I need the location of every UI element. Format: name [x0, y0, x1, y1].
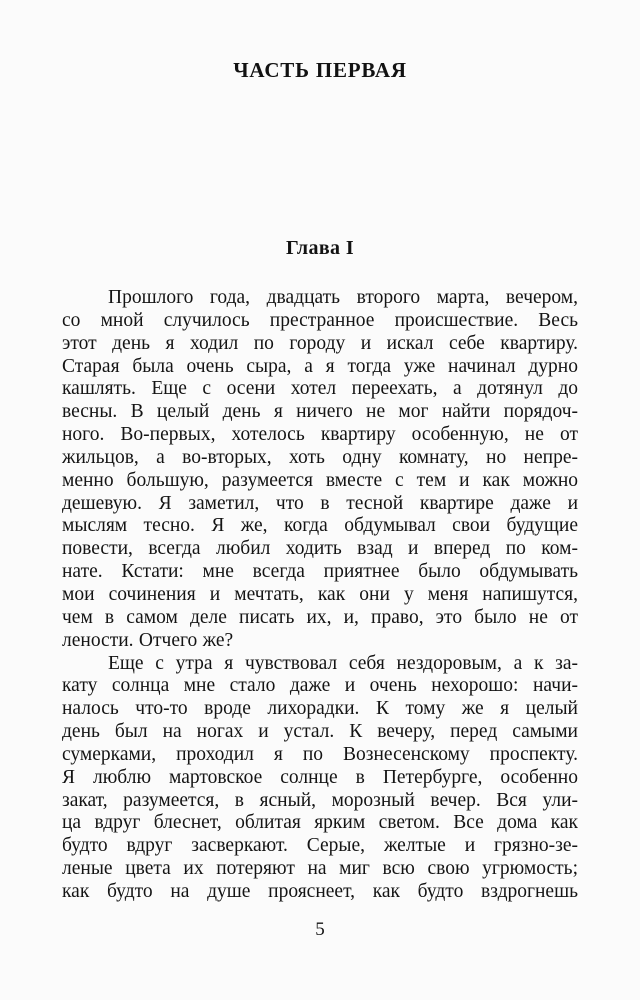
text-line: закат, разумеется, в ясный, морозный вечер. Вся ули-	[62, 789, 578, 811]
chapter-title: Глава I	[285, 237, 355, 259]
text-line: налось что-то вроде лихорадки. К тому же я целый	[62, 698, 578, 720]
text-line: Я люблю мартовское солнце в Петербурге, особенно	[62, 766, 578, 788]
text-line: мои сочинения и мечтать, как они у меня напишутся,	[62, 583, 578, 605]
text-line: дешевую. Я заметил, что в тесной квартире даже и	[62, 492, 578, 514]
text-line: сумерками, проходил я по Вознесенскому проспекту.	[62, 743, 578, 765]
text-line: Еще с утра я чувствовал себя нездоровым, а к за-	[108, 652, 578, 674]
part-title: ЧАСТЬ ПЕРВАЯ	[233, 58, 407, 82]
text-line: ца вдруг блеснет, облитая ярким светом. Все дома как	[62, 812, 578, 834]
body-text	[62, 287, 578, 904]
text-line: кашлять. Еще с осени хотел переехать, а дотянул до	[62, 378, 578, 400]
text-line: леные цвета их потеряют на миг всю свою угрюмость;	[62, 858, 578, 880]
text-line: этот день я ходил по городу и искал себе квартиру.	[62, 332, 578, 354]
text-line: нате. Кстати: мне всегда приятнее было обдумывать	[62, 561, 578, 583]
page-number: 5	[315, 919, 325, 940]
text-line: ного. Во-первых, хотелось квартиру особенную, не от	[62, 424, 578, 446]
text-line: лености. Отчего же?	[62, 629, 234, 651]
text-line: жильцов, а во-вторых, хоть одну комнату, но непре-	[62, 446, 578, 468]
text-line: весны. В целый день я ничего не мог найти порядоч-	[62, 401, 578, 423]
text-line: Старая была очень сыра, а я тогда уже начинал дурно	[62, 355, 578, 377]
text-line: Прошлого года, двадцать второго марта, вечером,	[108, 287, 578, 308]
text-line: как будто на душе прояснеет, как будто вздрогнешь	[62, 880, 578, 902]
paragraph	[62, 287, 578, 653]
text-line: со мной случилось престранное происшествие. Весь	[62, 309, 578, 331]
text-line: чем в самом деле писать их, и, право, это было не от	[62, 606, 578, 628]
text-line: будто вдруг засверкают. Серые, желтые и грязно-зе-	[62, 835, 578, 857]
text-line: мыслям тесно. Я же, когда обдумывал свои будущие	[62, 515, 578, 537]
text-line: кату солнца мне стало даже и очень нехорошо: начи-	[62, 675, 578, 697]
text-line: менно большую, разумеется вместе с тем и как можно	[62, 469, 578, 491]
text-line: повести, всегда любил ходить взад и вперед по ком-	[62, 538, 578, 560]
text-line: день был на ногах и устал. К вечеру, перед самыми	[62, 721, 578, 743]
paragraph	[62, 653, 578, 904]
